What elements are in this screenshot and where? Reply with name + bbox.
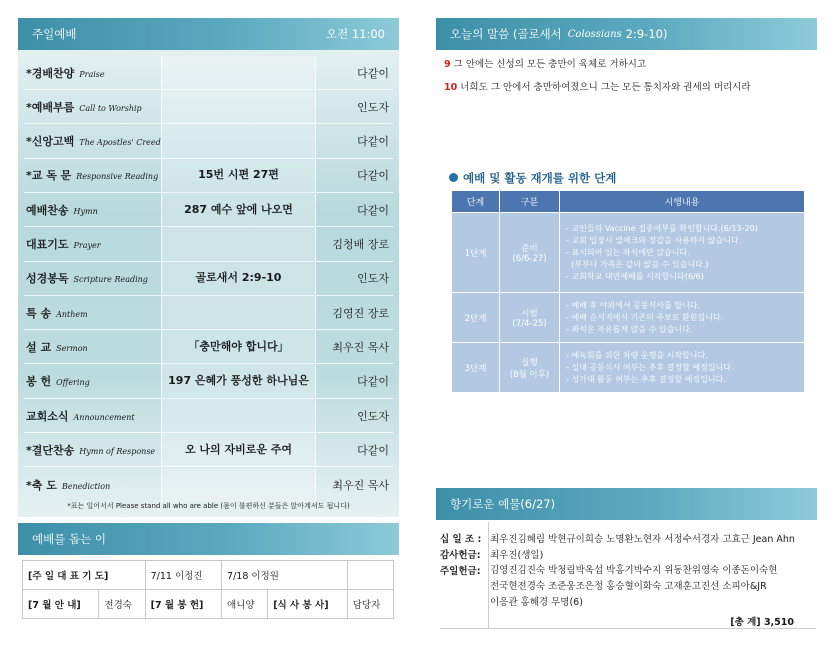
stage-number: 2단계 bbox=[452, 293, 500, 343]
order-item-en: Benediction bbox=[61, 481, 111, 491]
table-row bbox=[452, 343, 805, 393]
table-cell bbox=[347, 561, 393, 590]
verse bbox=[444, 79, 751, 93]
table-row bbox=[23, 590, 394, 619]
stage-kind bbox=[500, 343, 560, 393]
order-item bbox=[24, 228, 393, 262]
table-cell: [7 월 안 내] bbox=[23, 590, 99, 619]
stage-item: - 예배 후 야외에서 공동식사를 합니다. bbox=[566, 300, 798, 312]
order-item-en: Praise bbox=[79, 69, 105, 79]
stage-number: 3단계 bbox=[452, 343, 500, 393]
order-item-leader: 김청배 장로 bbox=[332, 238, 389, 251]
order-item-ko: 특 송 bbox=[26, 306, 52, 320]
table-cell: 애니양 bbox=[222, 590, 268, 619]
scripture-ref: 2:9-10) bbox=[625, 27, 668, 41]
table-cell: [주 일 대 표 기 도] bbox=[23, 561, 146, 590]
offering-panel bbox=[440, 522, 816, 626]
order-item-name bbox=[24, 236, 161, 252]
table-cell: [식 사 봉 사] bbox=[268, 590, 348, 619]
order-item-ko: *신앙고백 bbox=[26, 135, 75, 149]
thanks-label: 감사헌금: bbox=[440, 550, 481, 561]
tithe-names: 최우진김혜림 박현규이희승 노명환노현자 서정수서경자 고효근 Jean Ahn bbox=[490, 534, 795, 545]
verse-number: 9 bbox=[444, 59, 451, 70]
order-item-ko: *예배부름 bbox=[26, 100, 75, 114]
order-item bbox=[24, 193, 393, 227]
table-cell: 7/11 이정진 bbox=[145, 561, 221, 590]
order-item-detail: 골로새서 2:9-10 bbox=[161, 261, 316, 295]
scripture-header bbox=[436, 18, 817, 50]
table-row bbox=[452, 213, 805, 293]
table-cell: 담당자 bbox=[347, 590, 393, 619]
divider bbox=[440, 628, 816, 629]
thanks-row bbox=[440, 547, 543, 561]
order-item bbox=[24, 399, 393, 433]
order-item-detail bbox=[161, 468, 316, 502]
order-item-en: Announcement bbox=[73, 412, 135, 422]
order-item-leader: 다같이 bbox=[357, 66, 389, 80]
order-item-detail bbox=[161, 56, 316, 90]
order-item-leader: 인도자 bbox=[357, 409, 389, 423]
order-item-detail bbox=[161, 90, 316, 124]
verse-text: 그 안에는 신성의 모든 충만이 육체로 거하시고 bbox=[453, 59, 647, 70]
order-item bbox=[24, 125, 393, 159]
tithe-label: 십 일 조 : bbox=[440, 534, 482, 545]
order-item-leader: 인도자 bbox=[357, 100, 389, 114]
stage-period: (8월 이후) bbox=[509, 369, 550, 380]
order-item-name bbox=[24, 202, 161, 218]
stage-item: - 실내 공동식사 여부는 추후 결정할 예정입니다. bbox=[566, 362, 798, 374]
table-cell: 전경숙 bbox=[99, 590, 145, 619]
order-item-detail: 287 예수 앞에 나오면 bbox=[161, 193, 316, 227]
order-item-detail bbox=[161, 296, 316, 330]
helpers-table bbox=[22, 560, 394, 619]
order-item-en: The Apostles' Creed bbox=[79, 138, 161, 148]
stage-item: - 예배 순서지에서 기존의 주보로 환원됩니다. bbox=[566, 312, 798, 324]
standing-note: *표는 일어서서 Please stand all who are able (몸이 불편하신 분들은 앉아계셔도 됩니다) bbox=[67, 502, 350, 510]
order-item-leader: 다같이 bbox=[357, 203, 389, 217]
table-row bbox=[452, 293, 805, 343]
order-item-en: Sermon bbox=[56, 343, 88, 353]
order-item-name bbox=[24, 305, 161, 321]
order-item-ko: *축 도 bbox=[26, 478, 57, 492]
table-cell: [7 월 봉 헌] bbox=[145, 590, 221, 619]
order-item-detail bbox=[161, 227, 316, 261]
order-item bbox=[24, 330, 393, 364]
table-cell: 7/18 이정원 bbox=[222, 561, 348, 590]
stage-details bbox=[560, 213, 805, 293]
order-item-leader: 김영진 장로 bbox=[332, 306, 389, 320]
order-item-name bbox=[24, 65, 161, 81]
order-item bbox=[24, 262, 393, 296]
order-item-name bbox=[24, 339, 161, 355]
stage-period: (7/4-25) bbox=[512, 318, 547, 329]
stage-number: 1단계 bbox=[452, 213, 500, 293]
helpers-title: 예배를 돕는 이 bbox=[32, 532, 106, 546]
order-item-ko: *교 독 문 bbox=[26, 169, 72, 183]
order-item-ko: *경배찬양 bbox=[26, 66, 75, 80]
stage-item: (부부나 가족은 같이 앉을 수 있습니다.) bbox=[571, 259, 709, 269]
verse bbox=[444, 56, 646, 70]
bullet-icon bbox=[449, 173, 458, 182]
stage-details bbox=[560, 293, 805, 343]
sunday-names: 이응관 홍혜경 무명(6) bbox=[490, 597, 583, 608]
order-item-detail: 15번 시편 27편 bbox=[161, 158, 316, 192]
order-item-ko: 설 교 bbox=[26, 340, 52, 354]
order-item-name bbox=[24, 99, 161, 115]
worship-title: 주일예배 bbox=[32, 27, 77, 41]
stage-period: (6/6-27) bbox=[512, 253, 547, 264]
order-item-name bbox=[24, 270, 161, 286]
order-item bbox=[24, 159, 393, 193]
order-item bbox=[24, 90, 393, 124]
stage-item: - 교회학교 대면예배를 시작합니다(6/6) bbox=[566, 271, 798, 283]
worship-order bbox=[18, 50, 399, 517]
scripture-title-en: Colossians bbox=[567, 28, 622, 40]
sunday-row bbox=[440, 563, 777, 611]
worship-time: 오전 11:00 bbox=[325, 27, 385, 41]
order-item-leader: 다같이 bbox=[357, 443, 389, 457]
order-item-name bbox=[24, 477, 161, 493]
order-item-en: Offering bbox=[56, 378, 90, 388]
stages-title-text: 예배 및 활동 재개를 위한 단계 bbox=[463, 171, 617, 185]
order-item-name bbox=[24, 133, 161, 149]
sunday-label: 주일헌금: bbox=[440, 566, 481, 577]
column-header: 단계 bbox=[452, 191, 500, 213]
order-item-ko: 예배찬송 bbox=[26, 203, 69, 217]
order-item-leader: 최우진 목사 bbox=[332, 478, 389, 492]
table-header-row bbox=[452, 191, 805, 213]
stage-kind-label: 시범 bbox=[521, 308, 538, 319]
order-item-name bbox=[24, 442, 161, 458]
stage-item: - 좌석은 자유롭게 앉을 수 있습니다. bbox=[566, 324, 798, 336]
order-item-detail: 「충만해야 합니다」 bbox=[161, 330, 316, 364]
verse-text: 너희도 그 안에서 충만하여졌으니 그는 모든 통치자와 권세의 머리시라 bbox=[460, 82, 751, 93]
order-item-name bbox=[24, 167, 161, 183]
offering-header bbox=[436, 488, 817, 520]
thanks-names: 최우진(생일) bbox=[490, 550, 544, 561]
order-item-en: Hymn of Response bbox=[79, 446, 156, 456]
order-item-detail bbox=[161, 124, 316, 158]
order-item-detail bbox=[161, 399, 316, 433]
order-item-en: Call to Worship bbox=[79, 103, 142, 113]
order-item-en: Prayer bbox=[73, 241, 101, 250]
worship-header bbox=[18, 18, 399, 50]
verse-number: 10 bbox=[444, 82, 458, 93]
stage-kind bbox=[500, 293, 560, 343]
sunday-names: 김영진김진숙 박청림박옥섭 박홍기박수지 위동찬위영숙 이종돈이숙현 bbox=[490, 565, 778, 576]
stage-kind-label: 준비 bbox=[521, 243, 538, 254]
order-item-en: Hymn bbox=[73, 206, 98, 216]
stage-kind-label: 실행 bbox=[521, 357, 538, 368]
order-item bbox=[24, 365, 393, 399]
offering-title: 향기로운 예물(6/27) bbox=[450, 497, 556, 511]
order-item-leader: 다같이 bbox=[357, 169, 389, 183]
stage-kind bbox=[500, 213, 560, 293]
order-item-ko: 교회소식 bbox=[26, 409, 69, 423]
order-item-ko: 봉 헌 bbox=[26, 375, 52, 389]
order-item-name bbox=[24, 373, 161, 389]
order-item-leader: 다같이 bbox=[357, 375, 389, 389]
stage-item: - 교인들의 Vaccine 접종여부를 확인합니다.(6/13-20) bbox=[566, 223, 798, 235]
offering-total: [총 계] 3,510 bbox=[730, 617, 794, 628]
order-item-detail: 오 나의 자비로운 주여 bbox=[161, 433, 316, 467]
order-item-leader: 인도자 bbox=[357, 272, 389, 286]
order-item-ko: 대표기도 bbox=[26, 238, 69, 251]
sunday-names: 전국현전경숙 조준웅조은정 홍승혈이화숙 고재훈고진선 소피아&JR bbox=[490, 581, 767, 592]
order-item-en: Responsive Reading bbox=[76, 172, 159, 182]
order-item bbox=[24, 468, 393, 502]
stage-item: - 성가대 활동 여부는 추후 결정할 예정입니다. bbox=[566, 374, 798, 386]
stage-item: - 예녹회를 위한 차량 운행을 시작합니다. bbox=[566, 350, 798, 362]
column-header: 구분 bbox=[500, 191, 560, 213]
stages-title bbox=[449, 170, 616, 186]
order-item-detail: 197 은혜가 풍성한 하나님은 bbox=[161, 364, 316, 398]
order-item bbox=[24, 433, 393, 467]
order-item-ko: 성경봉독 bbox=[26, 272, 69, 286]
scripture-title: 오늘의 말씀 (골로새서 bbox=[450, 27, 562, 41]
order-item-en: Anthem bbox=[56, 309, 88, 319]
order-item-leader: 최우진 목사 bbox=[332, 340, 389, 354]
order-item-en: Scripture Reading bbox=[73, 275, 148, 285]
stage-item: - 표시되어 있는 좌석에만 앉습니다. bbox=[566, 247, 798, 259]
order-item-ko: *결단찬송 bbox=[26, 443, 75, 457]
order-item-name bbox=[24, 408, 161, 424]
order-item bbox=[24, 56, 393, 90]
tithe-row bbox=[440, 531, 795, 545]
order-item bbox=[24, 296, 393, 330]
stages-table bbox=[451, 190, 805, 393]
order-item-leader: 다같이 bbox=[357, 135, 389, 149]
stage-details bbox=[560, 343, 805, 393]
helpers-header bbox=[18, 523, 399, 555]
stage-item: - 교회 입장시 열체크와 장갑을 사용하지 않습니다. bbox=[566, 235, 798, 247]
table-row bbox=[23, 561, 394, 590]
column-header: 시행내용 bbox=[560, 191, 805, 213]
